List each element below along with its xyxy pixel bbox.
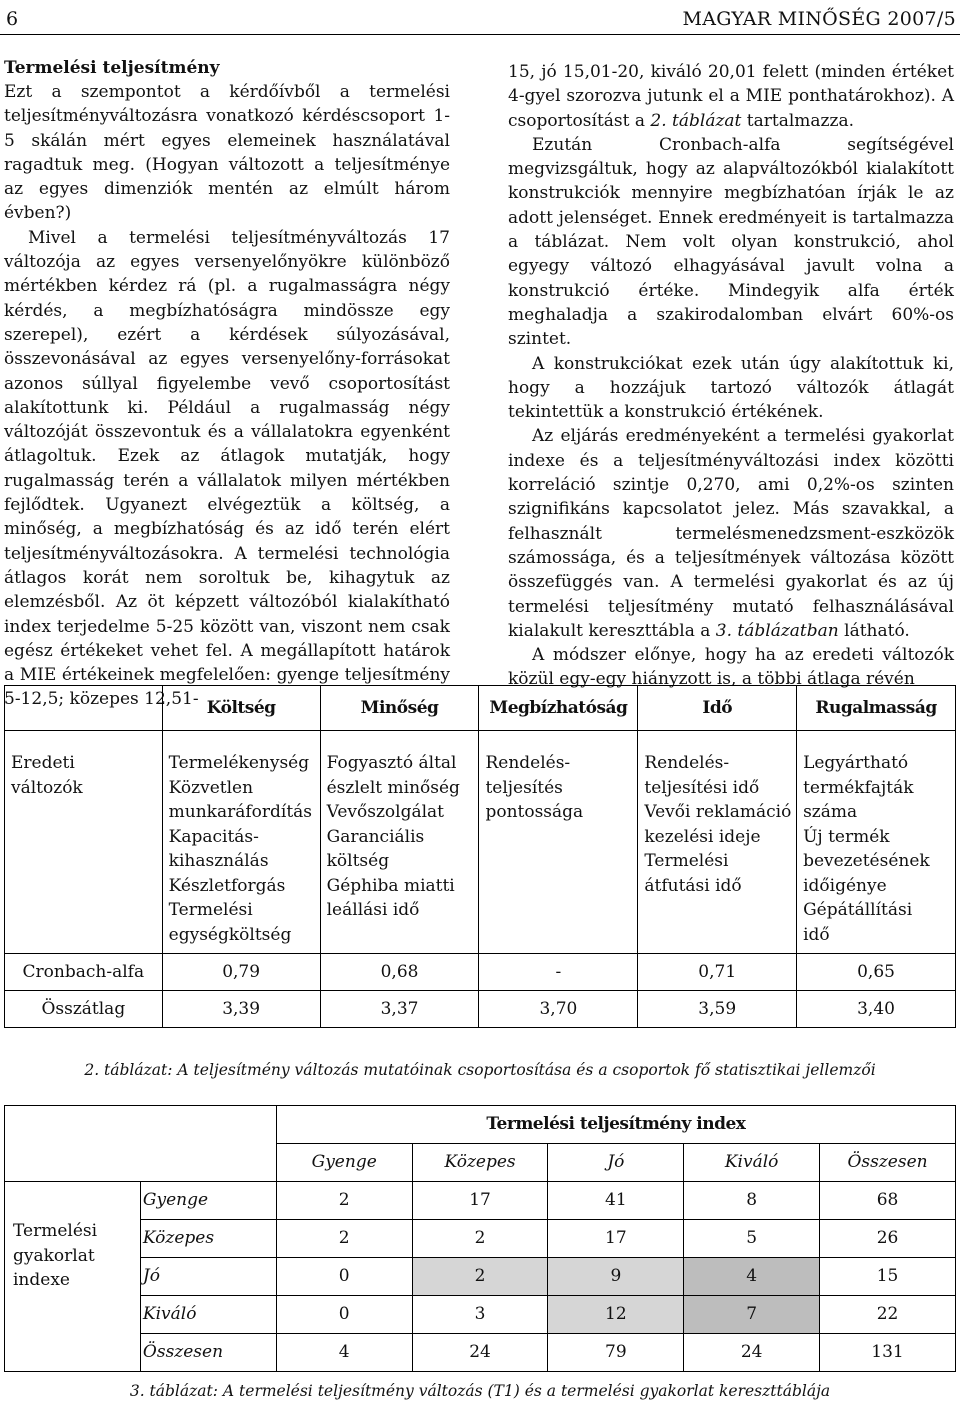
row-label: Közepes <box>140 1219 276 1257</box>
header-cell: Rugalmasság <box>797 686 956 731</box>
table-cell: 4 <box>276 1333 412 1371</box>
left-column <box>4 56 450 712</box>
section-heading: Termelési teljesítmény <box>4 58 220 78</box>
table-cell: 131 <box>820 1333 956 1371</box>
row-label: Kiváló <box>140 1295 276 1333</box>
table-cell: 3,39 <box>162 991 320 1028</box>
table-cell: Fogyasztó által észlelt minőség Vevőszolgálat Garanciális költség Géphiba miatti leállási idő <box>320 731 479 954</box>
table-cell: 15 <box>820 1257 956 1295</box>
table-2-caption: 2. táblázat: A teljesítmény változás mutatóinak csoportosítása és a csoportok fő statisztikai jellemzői <box>84 1061 876 1079</box>
paragraph: 15, jó 15,01-20, kiváló 20,01 felett (minden értéket 4-gyel szorozva jutunk el a MIE ponthatárokhoz). A csoportosítást a 2. táblázat tartalmazza. <box>508 62 954 131</box>
table-row <box>5 954 956 991</box>
table-cell: 0 <box>276 1257 412 1295</box>
table-3 <box>4 1105 956 1372</box>
table-cell: 17 <box>412 1181 548 1219</box>
table-cell: 2 <box>276 1181 412 1219</box>
table-cell: 3,59 <box>638 991 797 1028</box>
table-cell: 3 <box>412 1295 548 1333</box>
table-cell: 24 <box>412 1333 548 1371</box>
table-cell: 68 <box>820 1181 956 1219</box>
table-title: Termelési teljesítmény index <box>276 1106 955 1144</box>
header-cell: Minőség <box>320 686 479 731</box>
header-cell: Kiváló <box>684 1143 820 1181</box>
row-label: Összátlag <box>5 991 163 1028</box>
table-cell: 2 <box>412 1219 548 1257</box>
table-cell: 0,71 <box>638 954 797 991</box>
table-cell: Legyártható termékfajták száma Új termék bevezetésének időigénye Gépátállítási idő <box>797 731 956 954</box>
header-cell: Megbízhatóság <box>479 686 638 731</box>
right-column <box>508 60 954 692</box>
header-cell: Költség <box>162 686 320 731</box>
header-cell: Gyenge <box>276 1143 412 1181</box>
table-cell: 4 <box>684 1257 820 1295</box>
page-number: 6 <box>6 8 19 30</box>
paragraph: Az eljárás eredményeként a termelési gyakorlat indexe és a teljesítményváltozási index közötti korreláció szintje 0,270, ami 0,2%-os szinten szignifikáns kapcsolatot jelez. Más szavakkal, a felhasznált termelésmenedzsment-eszközök számossága, és a teljesítmények változása között összefüggés van. A termelési gyakorlat és az új termelési teljesítmény mutató felhasználásával kialakult kereszttábla a 3. táblázatban látható. <box>508 426 954 641</box>
table-cell: Rendelés- teljesítési idő Vevői reklamáció kezelési ideje Termelési átfutási idő <box>638 731 797 954</box>
row-label: Jó <box>140 1257 276 1295</box>
table-2 <box>4 685 956 1028</box>
table-cell: 17 <box>548 1219 684 1257</box>
table-header-row <box>5 686 956 731</box>
table-cell: 9 <box>548 1257 684 1295</box>
page-header <box>0 0 960 35</box>
table-reference: 3. táblázatban <box>715 620 839 641</box>
paragraph: A módszer előnye, hogy ha az eredeti változók közül egy-egy hiányzott is, a többi átlaga révén <box>508 645 954 690</box>
row-label: Gyenge <box>140 1181 276 1219</box>
row-label: Összesen <box>140 1333 276 1371</box>
table-cell: - <box>479 954 638 991</box>
journal-title: MAGYAR MINŐSÉG 2007/5 <box>682 8 956 30</box>
table-cell: 26 <box>820 1219 956 1257</box>
header-cell: Közepes <box>412 1143 548 1181</box>
table-cell: 22 <box>820 1295 956 1333</box>
table-cell: 0,65 <box>797 954 956 991</box>
table-cell: 24 <box>684 1333 820 1371</box>
table-cell: 79 <box>548 1333 684 1371</box>
header-cell: Idő <box>638 686 797 731</box>
table-cell: 2 <box>276 1219 412 1257</box>
paragraph: A konstrukciókat ezek után úgy alakítottuk ki, hogy a hozzájuk tartozó változók átlagát tekintettük a konstrukció értékének. <box>508 353 954 423</box>
table-cell: 0,68 <box>320 954 479 991</box>
table-cell: Rendelés- teljesítés pontossága <box>479 731 638 954</box>
row-label: Eredeti változók <box>5 731 163 954</box>
table-cell: 3,37 <box>320 991 479 1028</box>
table-header-row <box>5 1143 956 1181</box>
table-cell: 3,40 <box>797 991 956 1028</box>
table-title-row <box>5 1106 956 1144</box>
paragraph: Mivel a termelési teljesítményváltozás 17 változója az egyes versenyelőnyökre különböző mértékben kérdez rá (pl. a rugalmasságra négy kérdés, a megbízhatóságra mindössze egy szerepel), ezért a kérdések súlyozásával, összevonásával az egyes versenyelőny-forrásokat azonos súllyal figyelembe vevő csoportosítást alakítottunk ki. Például a rugalmasság négy változóját összevontuk és a vállalatokra egyenként átlagoltuk. Ezek az átlagok mutatják, hogy rugalmasság terén a vállalatok milyen mértékben fejlődtek. Ugyanezt elvégeztük a költség, a minőség, a megbízhatóság és az idő terén elért teljesítményváltozásokra. A termelési technológia átlagos korát nem soroltuk be, kihagytuk az elemzésből. Az öt képzett változóból kialakítható index terjedelme 5-25 között van, viszont nem csak egész értékeket vehet fel. A megállapított határok a MIE értékeinek megfelelően: gyenge teljesítmény 5-12,5; közepes 12,51- <box>4 227 450 710</box>
table-row <box>5 1219 956 1257</box>
table-row <box>5 1295 956 1333</box>
row-label: Cronbach-alfa <box>5 954 163 991</box>
table-row <box>5 1257 956 1295</box>
header-cell: Összesen <box>820 1143 956 1181</box>
header-cell: Jó <box>548 1143 684 1181</box>
paragraph: Ezután Cronbach-alfa segítségével megvizsgáltuk, hogy az alapváltozókból kialakított konstrukciók mennyire megbízhatóan írják le az adott jelenséget. Ennek eredményeit is tartalmazza a táblázat. Nem volt olyan konstrukció, ahol egyegy változó elhagyásával javult volna a konstrukció értéke. Mindegyik alfa érték meghaladja a szakirodalomban elvárt 60%-os szintet. <box>508 134 954 350</box>
table-row <box>5 1333 956 1371</box>
side-label: Termelési gyakorlat indexe <box>5 1181 141 1371</box>
table-cell: 2 <box>412 1257 548 1295</box>
table-cell: 0,79 <box>162 954 320 991</box>
table-cell: 7 <box>684 1295 820 1333</box>
table-cell: 12 <box>548 1295 684 1333</box>
table-cell: 0 <box>276 1295 412 1333</box>
table-cell: Termelékenység Közvetlen munkaráfordítás Kapacitás- kihasználás Készletforgás Termelési egységköltség <box>162 731 320 954</box>
table-reference: 2. táblázat <box>650 110 742 131</box>
table-row <box>5 731 956 954</box>
table-cell: 3,70 <box>479 991 638 1028</box>
table-row <box>5 1181 956 1219</box>
table-cell: 41 <box>548 1181 684 1219</box>
table-cell: 8 <box>684 1181 820 1219</box>
table-3-caption: 3. táblázat: A termelési teljesítmény változás (T1) és a termelési gyakorlat kereszttáblája <box>129 1382 831 1400</box>
paragraph: Ezt a szempontot a kérdőívből a termelési teljesítményváltozásra vonatkozó kérdéscsoport 1-5 skálán mért egyes elemeinek használatával ragadtuk meg. (Hogyan változott a teljesítménye az egyes dimenziók mentén az elmúlt három évben?) <box>4 82 450 224</box>
header-cell <box>5 686 163 731</box>
table-cell: 5 <box>684 1219 820 1257</box>
table-row <box>5 991 956 1028</box>
